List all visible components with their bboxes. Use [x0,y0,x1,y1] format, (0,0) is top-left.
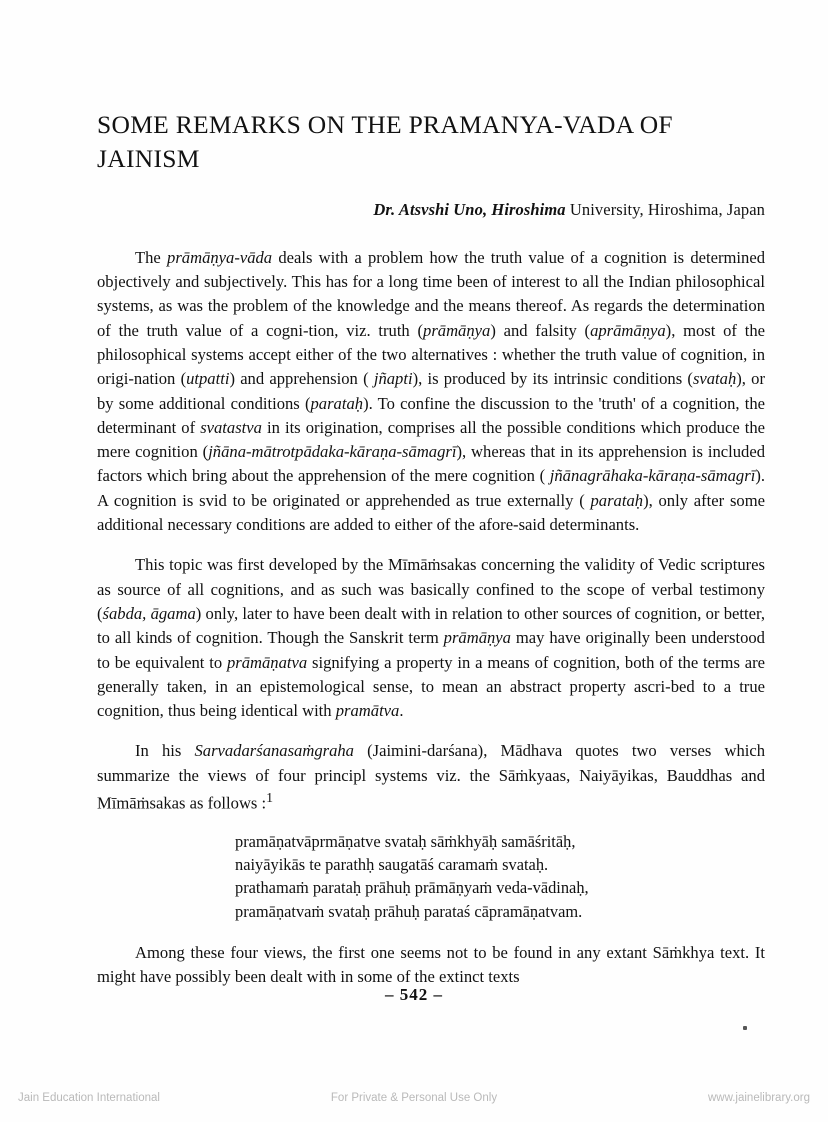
sanskrit-term: jñāna-mātrotpādaka-kāraṇa-sāmagrī [208,442,457,462]
text-run: This topic was first developed by the Mīmāṁsakas concerning the validity of Vedic scriptures as source of all cognitions, and as such was basically confined to the scope of verbal testimony ( [97,555,765,623]
paragraph-4 [97,941,765,990]
text-run: signifying a property in a means of cognition, both of the terms are generally taken, in an epistemological sense, to mean an abstract property ascri-bed to a true cognition, thus being identical with [97,652,765,721]
text-run: ) and apprehension ( [229,369,374,389]
text-run: ), only after some additional necessary conditions are added to either of the afore-said determinants. [97,490,765,535]
sanskrit-term: prāmāṇya [423,320,491,340]
sanskrit-term: svataḥ [692,369,737,389]
sanskrit-term: prāmāṇya-vāda [167,247,273,267]
text-column [97,108,765,990]
text-run: ) and falsity ( [490,320,591,340]
page-title: SOME REMARKS ON THE PRAMANYA-VADA OF JAINISM [97,110,673,173]
scan-speck-artifact [743,1026,747,1030]
text-run: ), most of the philosophical systems accept either of the two alternatives : whether the truth value of cognition, in origi-nation ( [97,320,765,389]
footer-right-link[interactable]: www.jainelibrary.org [707,1092,810,1104]
sanskrit-term: prāmāṇatva [226,652,308,672]
sanskrit-term: prāmāṇya [443,628,511,648]
sanskrit-term: jñapti [373,369,413,389]
text-run: (Jaimini-darśana), Mādhava quotes two verses which summarize the views of four principl systems viz. the Sāṁkyaas, Naiyāyikas, Bauddhas and Mīmāṁsakas as follows : [97,741,766,813]
sanskrit-term: śabda, āgama [102,603,196,623]
author-affiliation: University, Hiroshima, Japan [565,199,765,219]
sanskrit-verse-block [97,830,765,923]
text-run: In his [135,741,195,761]
text-run: ). A cognition is svid to be originated or apprehended as true externally ( [97,466,765,510]
paragraph-3 [97,739,765,815]
footer-left-label: Jain Education International [18,1092,160,1104]
text-run: ), or by some additional conditions ( [97,369,765,413]
verse-line: naiyāyikās te parathḥ saugatāś caramaṁ svataḥ. [235,855,549,875]
sanskrit-term: pramātva [335,701,400,721]
verse-line: pramāṇatvāprmāṇatve svataḥ sāṁkhyāḥ samāśritāḥ, [235,831,576,851]
paragraph-2 [97,553,765,723]
text-run: ) only, later to have been dealt with in relation to other sources of cognition, or better, to all kinds of cognition. Though the Sanskrit term [97,603,765,648]
verse-line: pramāṇatvaṁ svataḥ prāhuḥ parataś cāpramāṇatvam. [235,901,583,921]
sanskrit-term: utpatti [186,369,230,389]
text-run: ), whereas that in its apprehension is included factors which bring about the apprehension of the mere cognition ( [97,442,765,486]
footer-center-label: For Private & Personal Use Only [330,1092,498,1104]
author-byline [97,200,765,220]
text-run: The [135,247,168,267]
sanskrit-term: parataḥ [310,393,364,413]
footnote-marker: 1 [266,790,274,806]
sanskrit-term: Sarvadarśanasaṁgraha [194,741,354,761]
page-footer [0,1088,828,1108]
sanskrit-term: jñānagrāhaka-kāraṇa-sāmagrī [549,466,756,486]
page-number: – 542 – [385,985,443,1004]
sanskrit-term: aprāmāṇya [590,320,666,340]
paragraph-1 [97,246,765,538]
verse-line: prathamaṁ parataḥ prāhuḥ prāmāṇyaṁ veda-vādinaḥ, [235,878,589,898]
text-run: . [399,701,404,721]
text-run: ), is produced by its intrinsic conditions ( [412,369,693,389]
text-run: in its origination, comprises all the possible conditions which produce the mere cognition ( [97,417,766,462]
author-name: Dr. Atsvshi Uno, Hiroshima [373,199,566,219]
text-run: Among these four views, the first one seems not to be found in any extant Sāṁkhya text. It might have possibly been dealt with in some of the extinct texts [97,943,765,987]
sanskrit-term: svatastva [200,417,262,437]
sanskrit-term: parataḥ [590,490,644,510]
text-run: ). To confine the discussion to the 'truth' of a cognition, the determinant of [97,393,765,437]
text-run: may have originally been understood to be equivalent to [97,628,765,672]
text-run: deals with a problem how the truth value of a cognition is determined objectively and subjectively. This has for a long time been of interest to all the Indian philosophical systems, as was the problem of the knowledge and the means thereof. As regards the determination of the truth value of a cogni-tion, viz. truth ( [97,247,765,340]
